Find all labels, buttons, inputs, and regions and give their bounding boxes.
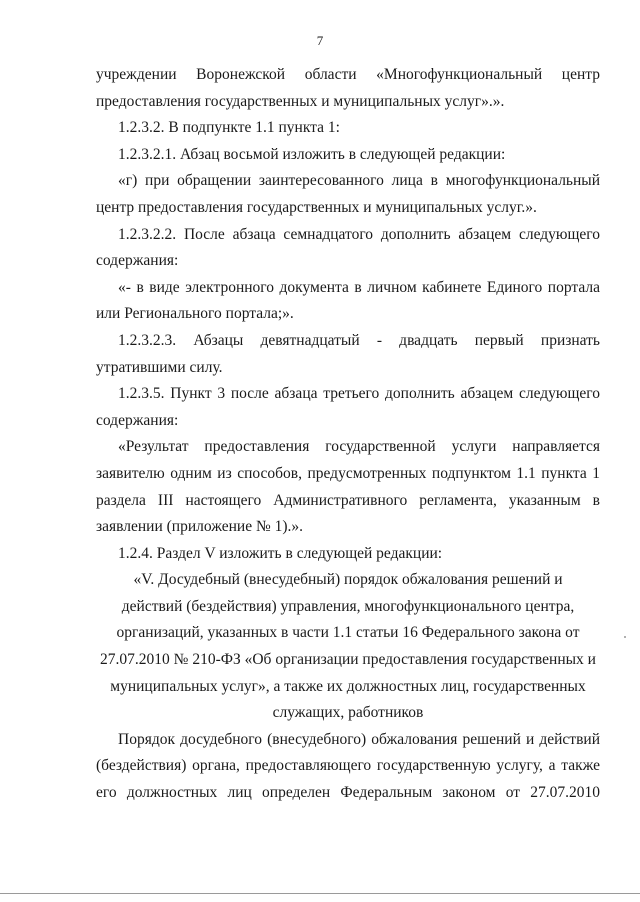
text-line: (бездействия) органа, предоставляющего государственную услугу, а также xyxy=(96,757,600,775)
text-line: 1.2.3.2.2. После абзаца семнадцатого дополнить абзацем следующего xyxy=(118,225,600,243)
text-line: 1.2.3.2. В подпункте 1.1 пункта 1: xyxy=(118,119,340,137)
text-line: 1.2.3.2.3. Абзацы девятнадцатый - двадцать первый признать xyxy=(118,331,600,349)
section-heading-line: «V. Досудебный (внесудебный) порядок обжалования решений и xyxy=(133,571,563,589)
section-heading-line: действий (бездействия) управления, многофункционального центра, xyxy=(121,597,575,615)
text-line: 1.2.3.2.1. Абзац восьмой изложить в следующей редакции: xyxy=(118,145,506,163)
text-line: содержания: xyxy=(96,252,179,270)
text-line: или Регионального портала;». xyxy=(96,305,294,323)
section-heading-line: организаций, указанных в части 1.1 статьи 16 Федерального закона от xyxy=(116,624,580,642)
text-line: «Результат предоставления государственной услуги направляется xyxy=(118,438,600,456)
section-heading-line: муниципальных услуг», а также их должностных лиц, государственных xyxy=(110,677,586,695)
document-body xyxy=(96,62,600,807)
text-line: заявителю одним из способов, предусмотренных подпунктом 1.1 пункта 1 xyxy=(96,464,600,482)
text-line: центр предоставления государственных и муниципальных услуг.». xyxy=(96,198,537,216)
page-number: 7 xyxy=(316,33,324,48)
text-line: 1.2.3.5. Пункт 3 после абзаца третьего дополнить абзацем следующего xyxy=(118,385,600,403)
text-line: раздела III настоящего Административного регламента, указанным в xyxy=(96,491,600,509)
text-line: Порядок досудебного (внесудебного) обжалования решений и действий xyxy=(118,730,600,748)
scan-edge-line xyxy=(0,893,640,894)
section-heading-line: 27.07.2010 № 210-ФЗ «Об организации предоставления государственных и xyxy=(100,651,596,669)
scan-speck xyxy=(624,636,626,638)
text-line: предоставления государственных и муниципальных услуг».». xyxy=(96,92,505,110)
text-line: «- в виде электронного документа в личном кабинете Единого портала xyxy=(118,278,600,296)
section-heading-line: служащих, работников xyxy=(272,704,424,722)
text-line: 1.2.4. Раздел V изложить в следующей редакции: xyxy=(118,544,443,562)
text-line: его должностных лиц определен Федеральным законом от 27.07.2010 xyxy=(96,784,600,802)
text-line: заявлении (приложение № 1).». xyxy=(96,518,304,536)
text-line: учреждении Воронежской области «Многофункциональный центр xyxy=(96,66,600,83)
text-line: «г) при обращении заинтересованного лица в многофункциональный xyxy=(118,172,600,190)
text-line: содержания: xyxy=(96,411,179,429)
text-line: утратившими силу. xyxy=(96,358,223,376)
